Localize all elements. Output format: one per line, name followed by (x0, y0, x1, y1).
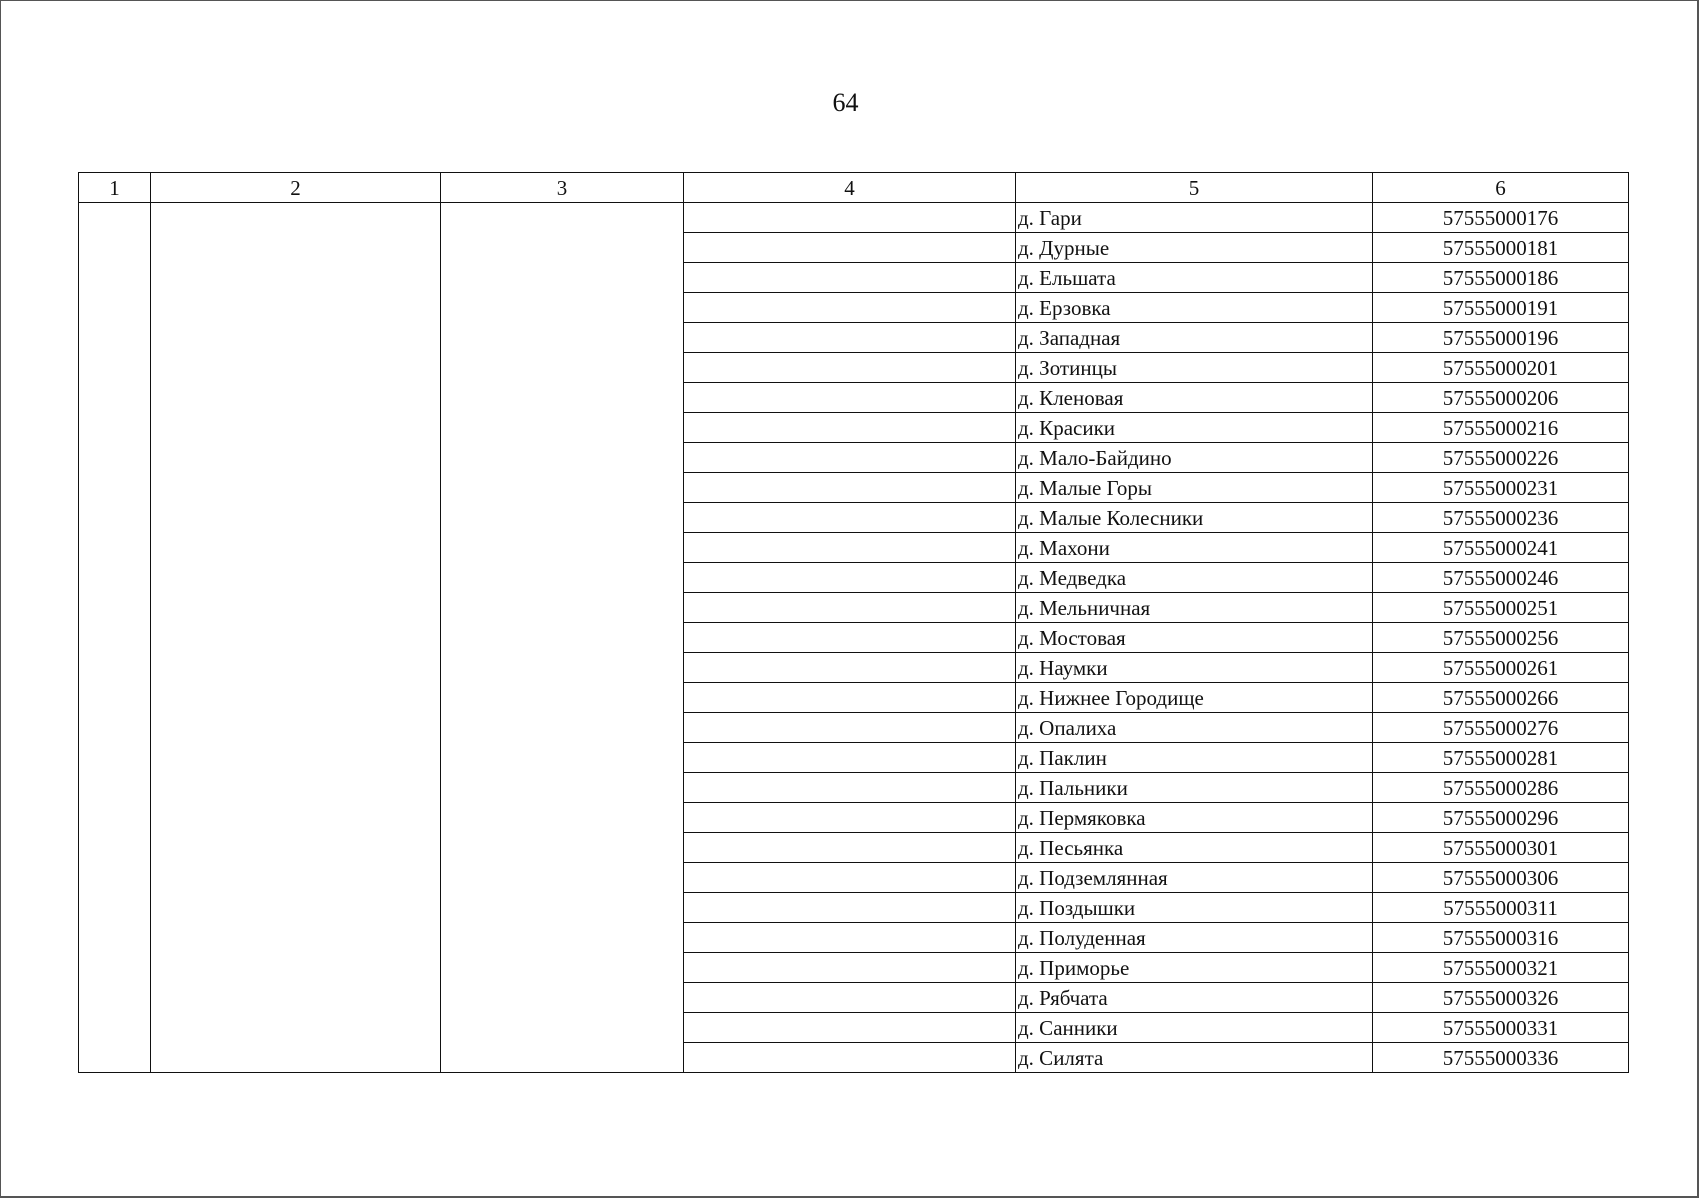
settlement-name: д. Малые Горы (1016, 473, 1373, 503)
settlement-name: д. Силята (1016, 1043, 1373, 1073)
settlement-code: 57555000286 (1373, 773, 1629, 803)
header-col-3: 3 (441, 173, 684, 203)
settlement-code: 57555000176 (1373, 203, 1629, 233)
col-4-cell (684, 953, 1016, 983)
settlement-code: 57555000216 (1373, 413, 1629, 443)
settlement-code: 57555000251 (1373, 593, 1629, 623)
header-col-2: 2 (151, 173, 441, 203)
col-4-cell (684, 773, 1016, 803)
settlement-code: 57555000256 (1373, 623, 1629, 653)
settlement-name: д. Санники (1016, 1013, 1373, 1043)
settlement-code: 57555000336 (1373, 1043, 1629, 1073)
settlement-name: д. Мостовая (1016, 623, 1373, 653)
col-4-cell (684, 623, 1016, 653)
settlement-name: д. Опалиха (1016, 713, 1373, 743)
settlement-code: 57555000186 (1373, 263, 1629, 293)
col-4-cell (684, 863, 1016, 893)
settlement-name: д. Ерзовка (1016, 293, 1373, 323)
col-4-cell (684, 233, 1016, 263)
settlement-name: д. Наумки (1016, 653, 1373, 683)
settlement-name: д. Пермяковка (1016, 803, 1373, 833)
merged-col-3 (441, 203, 684, 1073)
col-4-cell (684, 503, 1016, 533)
header-col-6: 6 (1373, 173, 1629, 203)
settlement-code: 57555000266 (1373, 683, 1629, 713)
settlement-code: 57555000276 (1373, 713, 1629, 743)
settlement-name: д. Поздышки (1016, 893, 1373, 923)
col-4-cell (684, 203, 1016, 233)
merged-col-2 (151, 203, 441, 1073)
settlement-name: д. Мало-Байдино (1016, 443, 1373, 473)
col-4-cell (684, 743, 1016, 773)
settlement-code: 57555000296 (1373, 803, 1629, 833)
col-4-cell (684, 533, 1016, 563)
settlement-name: д. Махони (1016, 533, 1373, 563)
settlement-name: д. Приморье (1016, 953, 1373, 983)
header-col-1: 1 (79, 173, 151, 203)
settlement-code: 57555000316 (1373, 923, 1629, 953)
settlement-name: д. Рябчата (1016, 983, 1373, 1013)
settlement-code: 57555000191 (1373, 293, 1629, 323)
settlement-code: 57555000311 (1373, 893, 1629, 923)
settlement-name: д. Красики (1016, 413, 1373, 443)
settlement-name: д. Пальники (1016, 773, 1373, 803)
settlement-code: 57555000281 (1373, 743, 1629, 773)
header-col-5: 5 (1016, 173, 1373, 203)
settlement-code: 57555000236 (1373, 503, 1629, 533)
col-4-cell (684, 983, 1016, 1013)
settlement-name: д. Нижнее Городище (1016, 683, 1373, 713)
settlement-name: д. Западная (1016, 323, 1373, 353)
settlement-name: д. Дурные (1016, 233, 1373, 263)
col-4-cell (684, 1043, 1016, 1073)
col-4-cell (684, 653, 1016, 683)
col-4-cell (684, 413, 1016, 443)
settlement-name: д. Малые Колесники (1016, 503, 1373, 533)
col-4-cell (684, 293, 1016, 323)
col-4-cell (684, 443, 1016, 473)
col-4-cell (684, 713, 1016, 743)
settlement-name: д. Паклин (1016, 743, 1373, 773)
col-4-cell (684, 893, 1016, 923)
header-row (79, 173, 1629, 203)
settlement-name: д. Зотинцы (1016, 353, 1373, 383)
settlement-name: д. Кленовая (1016, 383, 1373, 413)
col-4-cell (684, 683, 1016, 713)
settlement-code: 57555000226 (1373, 443, 1629, 473)
settlement-name: д. Подземлянная (1016, 863, 1373, 893)
settlement-name: д. Медведка (1016, 563, 1373, 593)
merged-col-1 (79, 203, 151, 1073)
col-4-cell (684, 1013, 1016, 1043)
col-4-cell (684, 323, 1016, 353)
settlement-code: 57555000196 (1373, 323, 1629, 353)
settlement-code: 57555000246 (1373, 563, 1629, 593)
col-4-cell (684, 263, 1016, 293)
settlement-code: 57555000206 (1373, 383, 1629, 413)
settlement-code: 57555000321 (1373, 953, 1629, 983)
col-4-cell (684, 383, 1016, 413)
settlement-code: 57555000306 (1373, 863, 1629, 893)
col-4-cell (684, 353, 1016, 383)
settlement-code: 57555000181 (1373, 233, 1629, 263)
col-4-cell (684, 563, 1016, 593)
settlement-name: д. Ельшата (1016, 263, 1373, 293)
col-4-cell (684, 593, 1016, 623)
col-4-cell (684, 923, 1016, 953)
settlement-name: д. Гари (1016, 203, 1373, 233)
settlement-code: 57555000326 (1373, 983, 1629, 1013)
table-row (79, 203, 1629, 233)
settlement-code: 57555000331 (1373, 1013, 1629, 1043)
settlement-name: д. Полуденная (1016, 923, 1373, 953)
col-4-cell (684, 803, 1016, 833)
settlement-code: 57555000241 (1373, 533, 1629, 563)
settlement-name: д. Мельничная (1016, 593, 1373, 623)
col-4-cell (684, 473, 1016, 503)
header-col-4: 4 (684, 173, 1016, 203)
page-number: 64 (832, 88, 859, 117)
settlement-code: 57555000201 (1373, 353, 1629, 383)
settlement-name: д. Песьянка (1016, 833, 1373, 863)
settlement-code: 57555000231 (1373, 473, 1629, 503)
settlement-code: 57555000261 (1373, 653, 1629, 683)
settlements-table (78, 172, 1629, 1073)
settlement-code: 57555000301 (1373, 833, 1629, 863)
col-4-cell (684, 833, 1016, 863)
